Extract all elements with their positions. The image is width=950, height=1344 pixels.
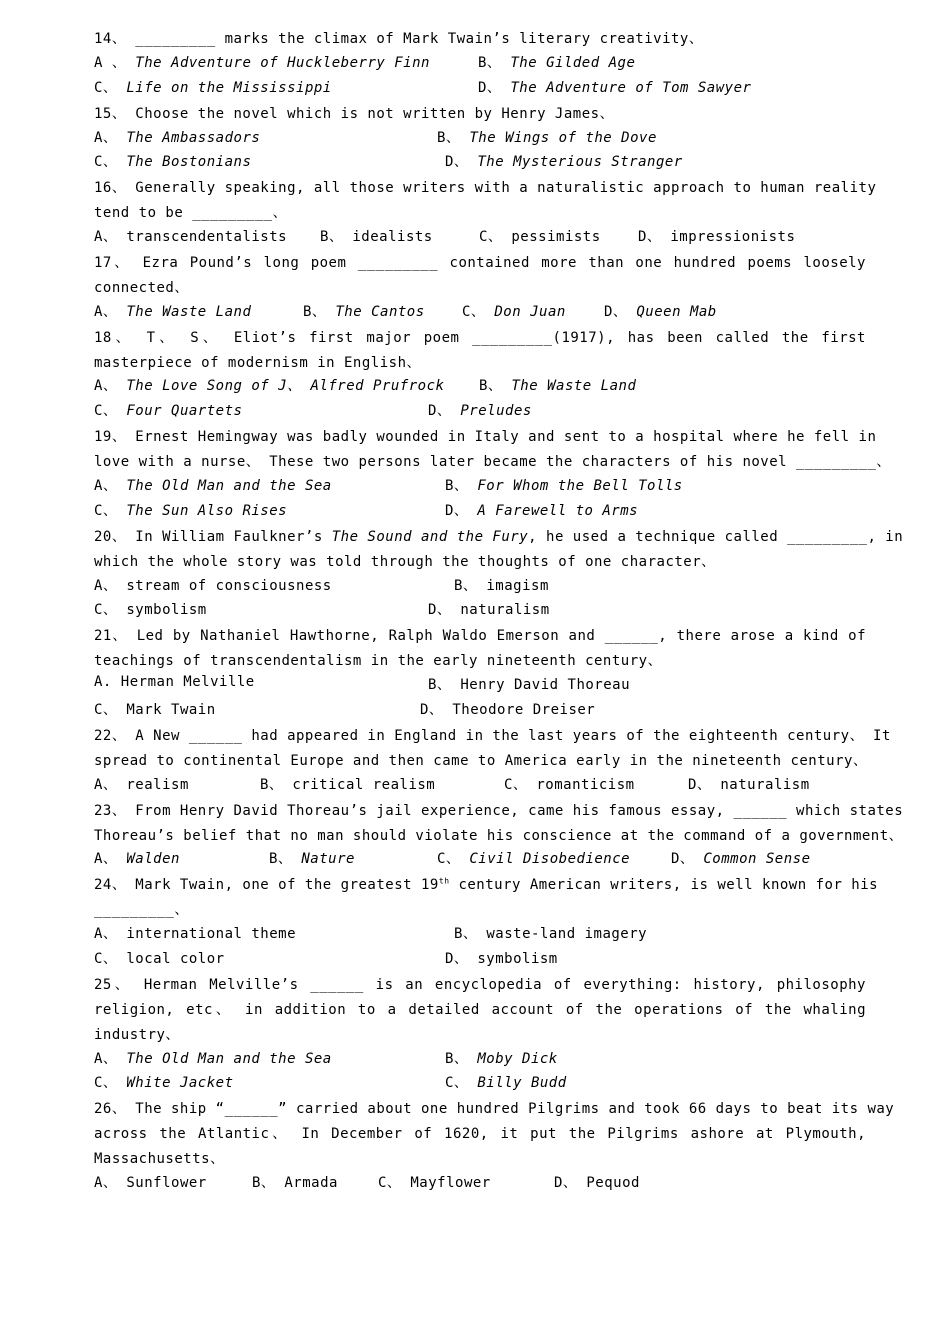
option-c bbox=[504, 774, 635, 794]
options-row bbox=[94, 575, 866, 600]
options-row bbox=[94, 1048, 866, 1073]
question-23-cont: Thoreau’s belief that no man should violate his conscience at the command of a government、 bbox=[94, 827, 904, 844]
option-label: B、 bbox=[445, 478, 469, 495]
options-row bbox=[94, 699, 866, 724]
options-row bbox=[94, 1072, 866, 1097]
option-text: The Adventure of Huckleberry Finn bbox=[135, 54, 430, 71]
option-text: The Gilded Age bbox=[510, 54, 636, 71]
option-label: D、 bbox=[445, 950, 469, 967]
option-c bbox=[378, 1172, 491, 1192]
option-text: Don Juan bbox=[494, 303, 566, 320]
question-19: 19、 Ernest Hemingway was badly wounded in Italy and sent to a hospital where he fell in bbox=[94, 429, 877, 446]
option-label: D、 bbox=[428, 403, 452, 420]
option-text: Four Quartets bbox=[126, 403, 243, 420]
option-a bbox=[94, 774, 189, 794]
option-a bbox=[94, 127, 260, 147]
superscript: th bbox=[438, 876, 450, 886]
option-b bbox=[445, 1048, 558, 1068]
option-text: Queen Mab bbox=[636, 303, 717, 320]
option-text: The Ambassadors bbox=[126, 129, 261, 146]
option-b bbox=[478, 52, 635, 72]
option-a bbox=[94, 923, 296, 943]
option-label: D、 bbox=[638, 229, 662, 246]
question-25: 25、 Herman Melville’s ______ is an encyclopedia of everything: history, philosophy bbox=[94, 976, 866, 993]
option-label: B、 bbox=[445, 1050, 469, 1067]
option-a bbox=[94, 1172, 207, 1192]
options-row bbox=[94, 400, 866, 425]
book-title: The Sound and the Fury bbox=[331, 528, 529, 545]
options-row bbox=[94, 674, 866, 699]
option-text: impressionists bbox=[670, 229, 796, 246]
question-text: , he used a technique called _________, in bbox=[528, 528, 904, 545]
option-label: B、 bbox=[479, 378, 503, 395]
options-row bbox=[94, 848, 866, 873]
question-17-cont: connected、 bbox=[94, 279, 189, 296]
option-text: The Wings of the Dove bbox=[469, 129, 657, 146]
question-text: century American writers, is well known for his bbox=[449, 877, 879, 894]
option-label: B、 bbox=[478, 54, 502, 71]
option-text: Mark Twain bbox=[126, 702, 216, 719]
question-19-cont: love with a nurse、 These two persons later became the characters of his novel _________、 bbox=[94, 454, 891, 471]
option-label: A. bbox=[94, 674, 112, 691]
option-text: international theme bbox=[126, 926, 297, 943]
question-17: 17、 Ezra Pound’s long poem _________ contained more than one hundred poems loosely bbox=[94, 255, 866, 272]
option-label: C、 bbox=[479, 229, 503, 246]
option-label: A、 bbox=[94, 478, 118, 495]
question-14: 14、 _________ marks the climax of Mark Twain’s literary creativity、 bbox=[94, 31, 704, 47]
option-label: B、 bbox=[437, 129, 461, 146]
option-c bbox=[94, 599, 207, 619]
option-c bbox=[94, 699, 216, 719]
option-text: Theodore Dreiser bbox=[452, 702, 596, 719]
option-text: idealists bbox=[352, 229, 433, 246]
option-text: The Love Song of J、 Alfred Prufrock bbox=[126, 378, 445, 395]
options-row bbox=[94, 500, 866, 525]
question-25-cont: industry、 bbox=[94, 1026, 180, 1043]
option-text: A Farewell to Arms bbox=[477, 502, 639, 519]
option-label: A、 bbox=[94, 378, 118, 395]
option-text: The Waste Land bbox=[511, 378, 637, 395]
option-text: Armada bbox=[284, 1174, 338, 1191]
option-text: The Cantos bbox=[335, 303, 425, 320]
option-text: realism bbox=[126, 776, 189, 793]
option-label: A、 bbox=[94, 577, 118, 594]
option-label: B、 bbox=[428, 677, 452, 694]
option-a bbox=[94, 674, 255, 690]
option-text: Preludes bbox=[460, 403, 532, 420]
option-label: A、 bbox=[94, 1050, 118, 1067]
option-label: D、 bbox=[445, 154, 469, 171]
option-label: A、 bbox=[94, 303, 118, 320]
option-d bbox=[604, 301, 717, 321]
option-text: Sunflower bbox=[126, 1174, 207, 1191]
options-row bbox=[94, 1172, 866, 1197]
question-22-cont: spread to continental Europe and then came to America early in the nineteenth century、 bbox=[94, 752, 868, 769]
option-label: D、 bbox=[688, 776, 712, 793]
option-text: local color bbox=[126, 950, 225, 967]
option-d bbox=[445, 1072, 567, 1092]
question-25-cont: religion, etc、 in addition to a detailed account of the operations of the whaling bbox=[94, 1001, 866, 1018]
option-a bbox=[94, 52, 430, 72]
option-a bbox=[94, 375, 444, 395]
option-label: C、 bbox=[94, 1075, 118, 1092]
option-a bbox=[94, 1048, 332, 1068]
option-c bbox=[94, 400, 242, 420]
question-text: 20、 In William Faulkner’s bbox=[94, 528, 332, 545]
option-text: pessimists bbox=[511, 229, 601, 246]
option-b bbox=[320, 226, 433, 246]
option-d bbox=[554, 1172, 640, 1192]
option-b bbox=[303, 301, 425, 321]
option-text: waste-land imagery bbox=[486, 926, 648, 943]
option-a bbox=[94, 575, 332, 595]
option-c bbox=[94, 948, 225, 968]
option-text: Life on the Mississippi bbox=[126, 79, 332, 96]
question-21-cont: teachings of transcendentalism in the early nineteenth century、 bbox=[94, 653, 663, 670]
option-text: imagism bbox=[486, 577, 549, 594]
option-text: symbolism bbox=[126, 602, 207, 619]
option-text: transcendentalists bbox=[126, 229, 288, 246]
option-c bbox=[479, 226, 601, 246]
option-text: Civil Disobedience bbox=[469, 851, 631, 868]
option-text: The Old Man and the Sea bbox=[126, 1050, 332, 1067]
option-a bbox=[94, 226, 287, 246]
option-label: A、 bbox=[94, 1174, 118, 1191]
option-text: symbolism bbox=[477, 950, 558, 967]
option-label: C、 bbox=[94, 79, 118, 96]
option-label: B、 bbox=[454, 926, 478, 943]
option-label: A、 bbox=[94, 129, 118, 146]
option-label: B、 bbox=[252, 1174, 276, 1191]
question-20 bbox=[94, 525, 904, 550]
option-d bbox=[428, 599, 550, 619]
options-row bbox=[94, 52, 866, 77]
option-label: C、 bbox=[94, 403, 118, 420]
option-label: D、 bbox=[478, 79, 502, 96]
options-row bbox=[94, 599, 866, 624]
option-label: D、 bbox=[671, 851, 695, 868]
option-b bbox=[260, 774, 435, 794]
options-row bbox=[94, 77, 866, 102]
option-text: Common Sense bbox=[703, 851, 811, 868]
option-text: Henry David Thoreau bbox=[460, 677, 631, 694]
option-d bbox=[688, 774, 810, 794]
option-d bbox=[478, 77, 751, 97]
option-text: stream of consciousness bbox=[126, 577, 332, 594]
options-row bbox=[94, 127, 866, 152]
option-label: D、 bbox=[445, 502, 469, 519]
option-d bbox=[638, 226, 795, 246]
option-label: D、 bbox=[420, 702, 444, 719]
option-b bbox=[269, 848, 355, 868]
option-c bbox=[94, 77, 332, 97]
options-row bbox=[94, 301, 866, 326]
option-label: C、 bbox=[462, 303, 486, 320]
option-c bbox=[437, 848, 630, 868]
question-26: 26、 The ship “______” carried about one hundred Pilgrims and took 66 days to beat its way bbox=[94, 1101, 895, 1118]
option-text: The Old Man and the Sea bbox=[126, 478, 332, 495]
option-b bbox=[252, 1172, 338, 1192]
option-text: The Mysterious Stranger bbox=[477, 154, 683, 171]
option-text: The Sun Also Rises bbox=[126, 502, 288, 519]
option-text: The Waste Land bbox=[126, 303, 252, 320]
option-text: White Jacket bbox=[126, 1075, 234, 1092]
question-23: 23、 From Henry David Thoreau’s jail experience, came his famous essay, ______ which states bbox=[94, 802, 904, 819]
option-label: C、 bbox=[445, 1075, 469, 1092]
options-row bbox=[94, 948, 866, 973]
option-label: B、 bbox=[320, 229, 344, 246]
options-row bbox=[94, 475, 866, 500]
question-24-cont: _________、 bbox=[94, 902, 189, 919]
option-label: D、 bbox=[604, 303, 628, 320]
option-text: Walden bbox=[126, 851, 180, 868]
option-label: A、 bbox=[94, 229, 118, 246]
option-text: Pequod bbox=[586, 1174, 640, 1191]
option-b bbox=[445, 475, 683, 495]
option-a bbox=[94, 301, 251, 321]
option-label: C、 bbox=[94, 602, 118, 619]
option-label: C、 bbox=[378, 1174, 402, 1191]
question-24 bbox=[94, 873, 879, 898]
option-d bbox=[445, 500, 638, 520]
option-d bbox=[445, 151, 683, 171]
option-text: Mayflower bbox=[410, 1174, 491, 1191]
option-label: C、 bbox=[94, 702, 118, 719]
option-text: critical realism bbox=[292, 776, 436, 793]
question-text: 24、 Mark Twain, one of the greatest 19 bbox=[94, 877, 439, 894]
option-text: The Bostonians bbox=[126, 154, 252, 171]
option-label: D、 bbox=[554, 1174, 578, 1191]
options-row bbox=[94, 923, 866, 948]
option-text: Moby Dick bbox=[477, 1050, 558, 1067]
question-21: 21、 Led by Nathaniel Hawthorne, Ralph Waldo Emerson and ______, there arose a kind of bbox=[94, 628, 866, 645]
question-26-cont: across the Atlantic、 In December of 1620, it put the Pilgrims ashore at Plymouth, bbox=[94, 1126, 866, 1143]
option-label: B、 bbox=[260, 776, 284, 793]
option-label: B、 bbox=[269, 851, 293, 868]
option-label: C、 bbox=[94, 950, 118, 967]
option-text: For Whom the Bell Tolls bbox=[477, 478, 683, 495]
option-c bbox=[94, 151, 251, 171]
option-label: C、 bbox=[94, 502, 118, 519]
option-label: A、 bbox=[94, 926, 118, 943]
question-18: 18、 T、 S、 Eliot’s first major poem _________(1917), has been called the first bbox=[94, 329, 866, 346]
option-label: D、 bbox=[428, 602, 452, 619]
option-text: Billy Budd bbox=[477, 1075, 567, 1092]
option-b bbox=[454, 923, 647, 943]
option-label: B、 bbox=[454, 577, 478, 594]
option-d bbox=[671, 848, 811, 868]
document-page bbox=[94, 27, 904, 1197]
question-22: 22、 A New ______ had appeared in England in the last years of the eighteenth century、 It bbox=[94, 727, 891, 744]
question-18-cont: masterpiece of modernism in English、 bbox=[94, 354, 422, 371]
option-a bbox=[94, 475, 332, 495]
option-text: naturalism bbox=[720, 776, 810, 793]
option-label: C、 bbox=[437, 851, 461, 868]
question-26-cont: Massachusetts、 bbox=[94, 1151, 225, 1168]
options-row bbox=[94, 375, 866, 400]
option-b bbox=[454, 575, 549, 595]
option-d bbox=[445, 948, 558, 968]
option-c bbox=[94, 500, 287, 520]
option-label: A、 bbox=[94, 851, 118, 868]
option-text: The Adventure of Tom Sawyer bbox=[510, 79, 752, 96]
option-b bbox=[428, 674, 630, 694]
option-a bbox=[94, 848, 180, 868]
question-20-cont: which the whole story was told through the thoughts of one character、 bbox=[94, 553, 716, 570]
option-d bbox=[420, 699, 595, 719]
option-d bbox=[428, 400, 532, 420]
option-c bbox=[462, 301, 566, 321]
question-16: 16、 Generally speaking, all those writers with a naturalistic approach to human reality bbox=[94, 180, 877, 197]
options-row bbox=[94, 151, 866, 176]
option-c bbox=[94, 1072, 234, 1092]
option-label: C、 bbox=[504, 776, 528, 793]
option-text: Nature bbox=[301, 851, 355, 868]
option-label: A、 bbox=[94, 776, 118, 793]
option-label: A 、 bbox=[94, 54, 127, 71]
question-15: 15、 Choose the novel which is not written by Henry James、 bbox=[94, 105, 615, 122]
option-text: romanticism bbox=[536, 776, 635, 793]
options-row bbox=[94, 226, 866, 251]
option-b bbox=[479, 375, 636, 395]
question-16-cont: tend to be _________、 bbox=[94, 205, 288, 222]
option-label: C、 bbox=[94, 154, 118, 171]
option-b bbox=[437, 127, 657, 147]
options-row bbox=[94, 774, 866, 799]
option-text: Herman Melville bbox=[120, 674, 255, 691]
option-label: B、 bbox=[303, 303, 327, 320]
option-text: naturalism bbox=[460, 602, 550, 619]
